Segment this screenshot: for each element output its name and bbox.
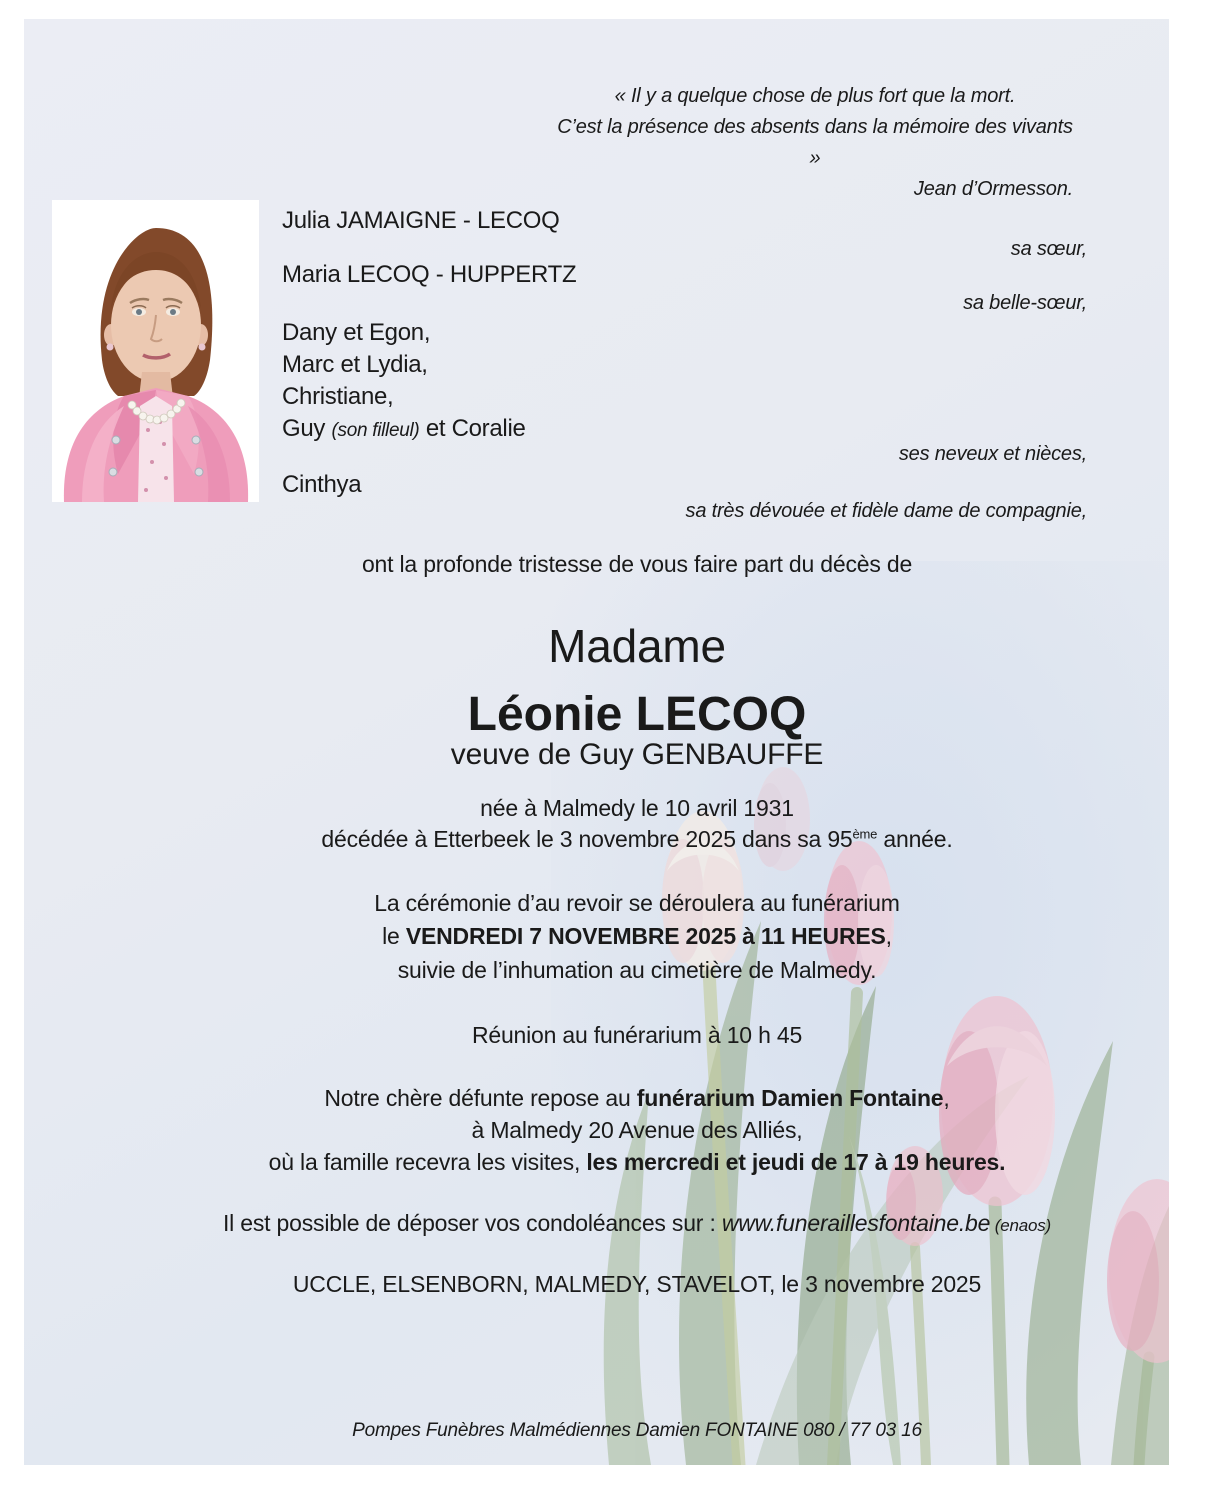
- relation-sister-in-law: sa belle-sœur,: [963, 292, 1087, 314]
- condolences-enaos-note: (enaos): [990, 1216, 1052, 1235]
- ceremony-line-3: suivie de l’inhumation au cimetière de Malmedy.: [397, 957, 877, 983]
- condolences-url: www.funeraillesfontaine.be: [721, 1210, 991, 1236]
- ceremony-date-bold: VENDREDI 7 NOVEMBRE 2025 à 11 HEURES: [405, 923, 886, 949]
- death-line: [107, 826, 1167, 853]
- repose-visits-line: [107, 1149, 1167, 1176]
- deceased-widow-of: veuve de Guy GENBAUFFE: [450, 738, 824, 771]
- cities-date-line: UCCLE, ELSENBORN, MALMEDY, STAVELOT, le 3 novembre 2025: [292, 1271, 982, 1297]
- repose-address-line: à Malmedy 20 Avenue des Alliés,: [471, 1117, 803, 1143]
- announcer-companion: Cinthya: [282, 471, 362, 498]
- main-column: [107, 19, 1167, 1465]
- guy-name: Guy: [282, 415, 332, 442]
- announcer-nephew-1: Dany et Egon,: [282, 319, 431, 346]
- repose-prefix: Notre chère défunte repose au: [324, 1085, 637, 1111]
- ceremony-date-prefix: le: [382, 923, 406, 949]
- ceremony-date-suffix: ,: [885, 923, 892, 949]
- quote-line-1: « Il y a quelque chose de plus fort que la mort.: [614, 85, 1016, 107]
- quote-line-2: C’est la présence des absents dans la mémoire des vivants »: [557, 116, 1073, 169]
- repose-line-1: [107, 1085, 1167, 1112]
- visits-hours-bold: les mercredi et jeudi de 17 à 19 heures.: [586, 1149, 1006, 1175]
- funeral-home-footer: Pompes Funèbres Malmédiennes Damien FONTAINE 080 / 77 03 16: [352, 1420, 922, 1441]
- death-text: décédée à Etterbeek le 3 novembre 2025 dans sa 95: [321, 826, 853, 852]
- obituary-sheet: [24, 19, 1169, 1465]
- ceremony-line-1: La cérémonie d’au revoir se déroulera au funérarium: [374, 890, 900, 916]
- meeting-line: Réunion au funérarium à 10 h 45: [471, 1022, 803, 1048]
- announcer-nephew-2: Marc et Lydia,: [282, 351, 428, 378]
- condolences-line: [107, 1210, 1167, 1237]
- announcer-nephew-3: Christiane,: [282, 383, 394, 410]
- birth-line: née à Malmedy le 10 avril 1931: [480, 795, 794, 821]
- deceased-title: Madame: [548, 620, 726, 672]
- ceremony-date-line: [107, 923, 1167, 950]
- repose-suffix: ,: [943, 1085, 950, 1111]
- guy-rest: et Coralie: [419, 415, 526, 442]
- announcer-name-julia: Julia JAMAIGNE - LECOQ: [282, 207, 560, 234]
- quote-author: Jean d’Ormesson.: [913, 178, 1073, 200]
- death-suffix: année.: [877, 826, 953, 852]
- relation-nephews-nieces: ses neveux et nièces,: [898, 443, 1087, 465]
- relation-sister: sa sœur,: [1010, 238, 1087, 260]
- relation-companion: sa très dévouée et fidèle dame de compagnie,: [685, 500, 1087, 522]
- announcement-line: ont la profonde tristesse de vous faire part du décès de: [361, 551, 913, 577]
- condolences-prefix: Il est possible de déposer vos condoléances sur :: [222, 1210, 722, 1236]
- repose-funerarium-bold: funérarium Damien Fontaine: [636, 1085, 944, 1111]
- guy-godson-note: (son filleul): [331, 420, 420, 441]
- deceased-name: Léonie LECOQ: [467, 688, 807, 741]
- death-ordinal-sup: ème: [852, 826, 878, 842]
- announcer-name-maria: Maria LECOQ - HUPPERTZ: [282, 261, 577, 288]
- visits-prefix: où la famille recevra les visites,: [268, 1149, 587, 1175]
